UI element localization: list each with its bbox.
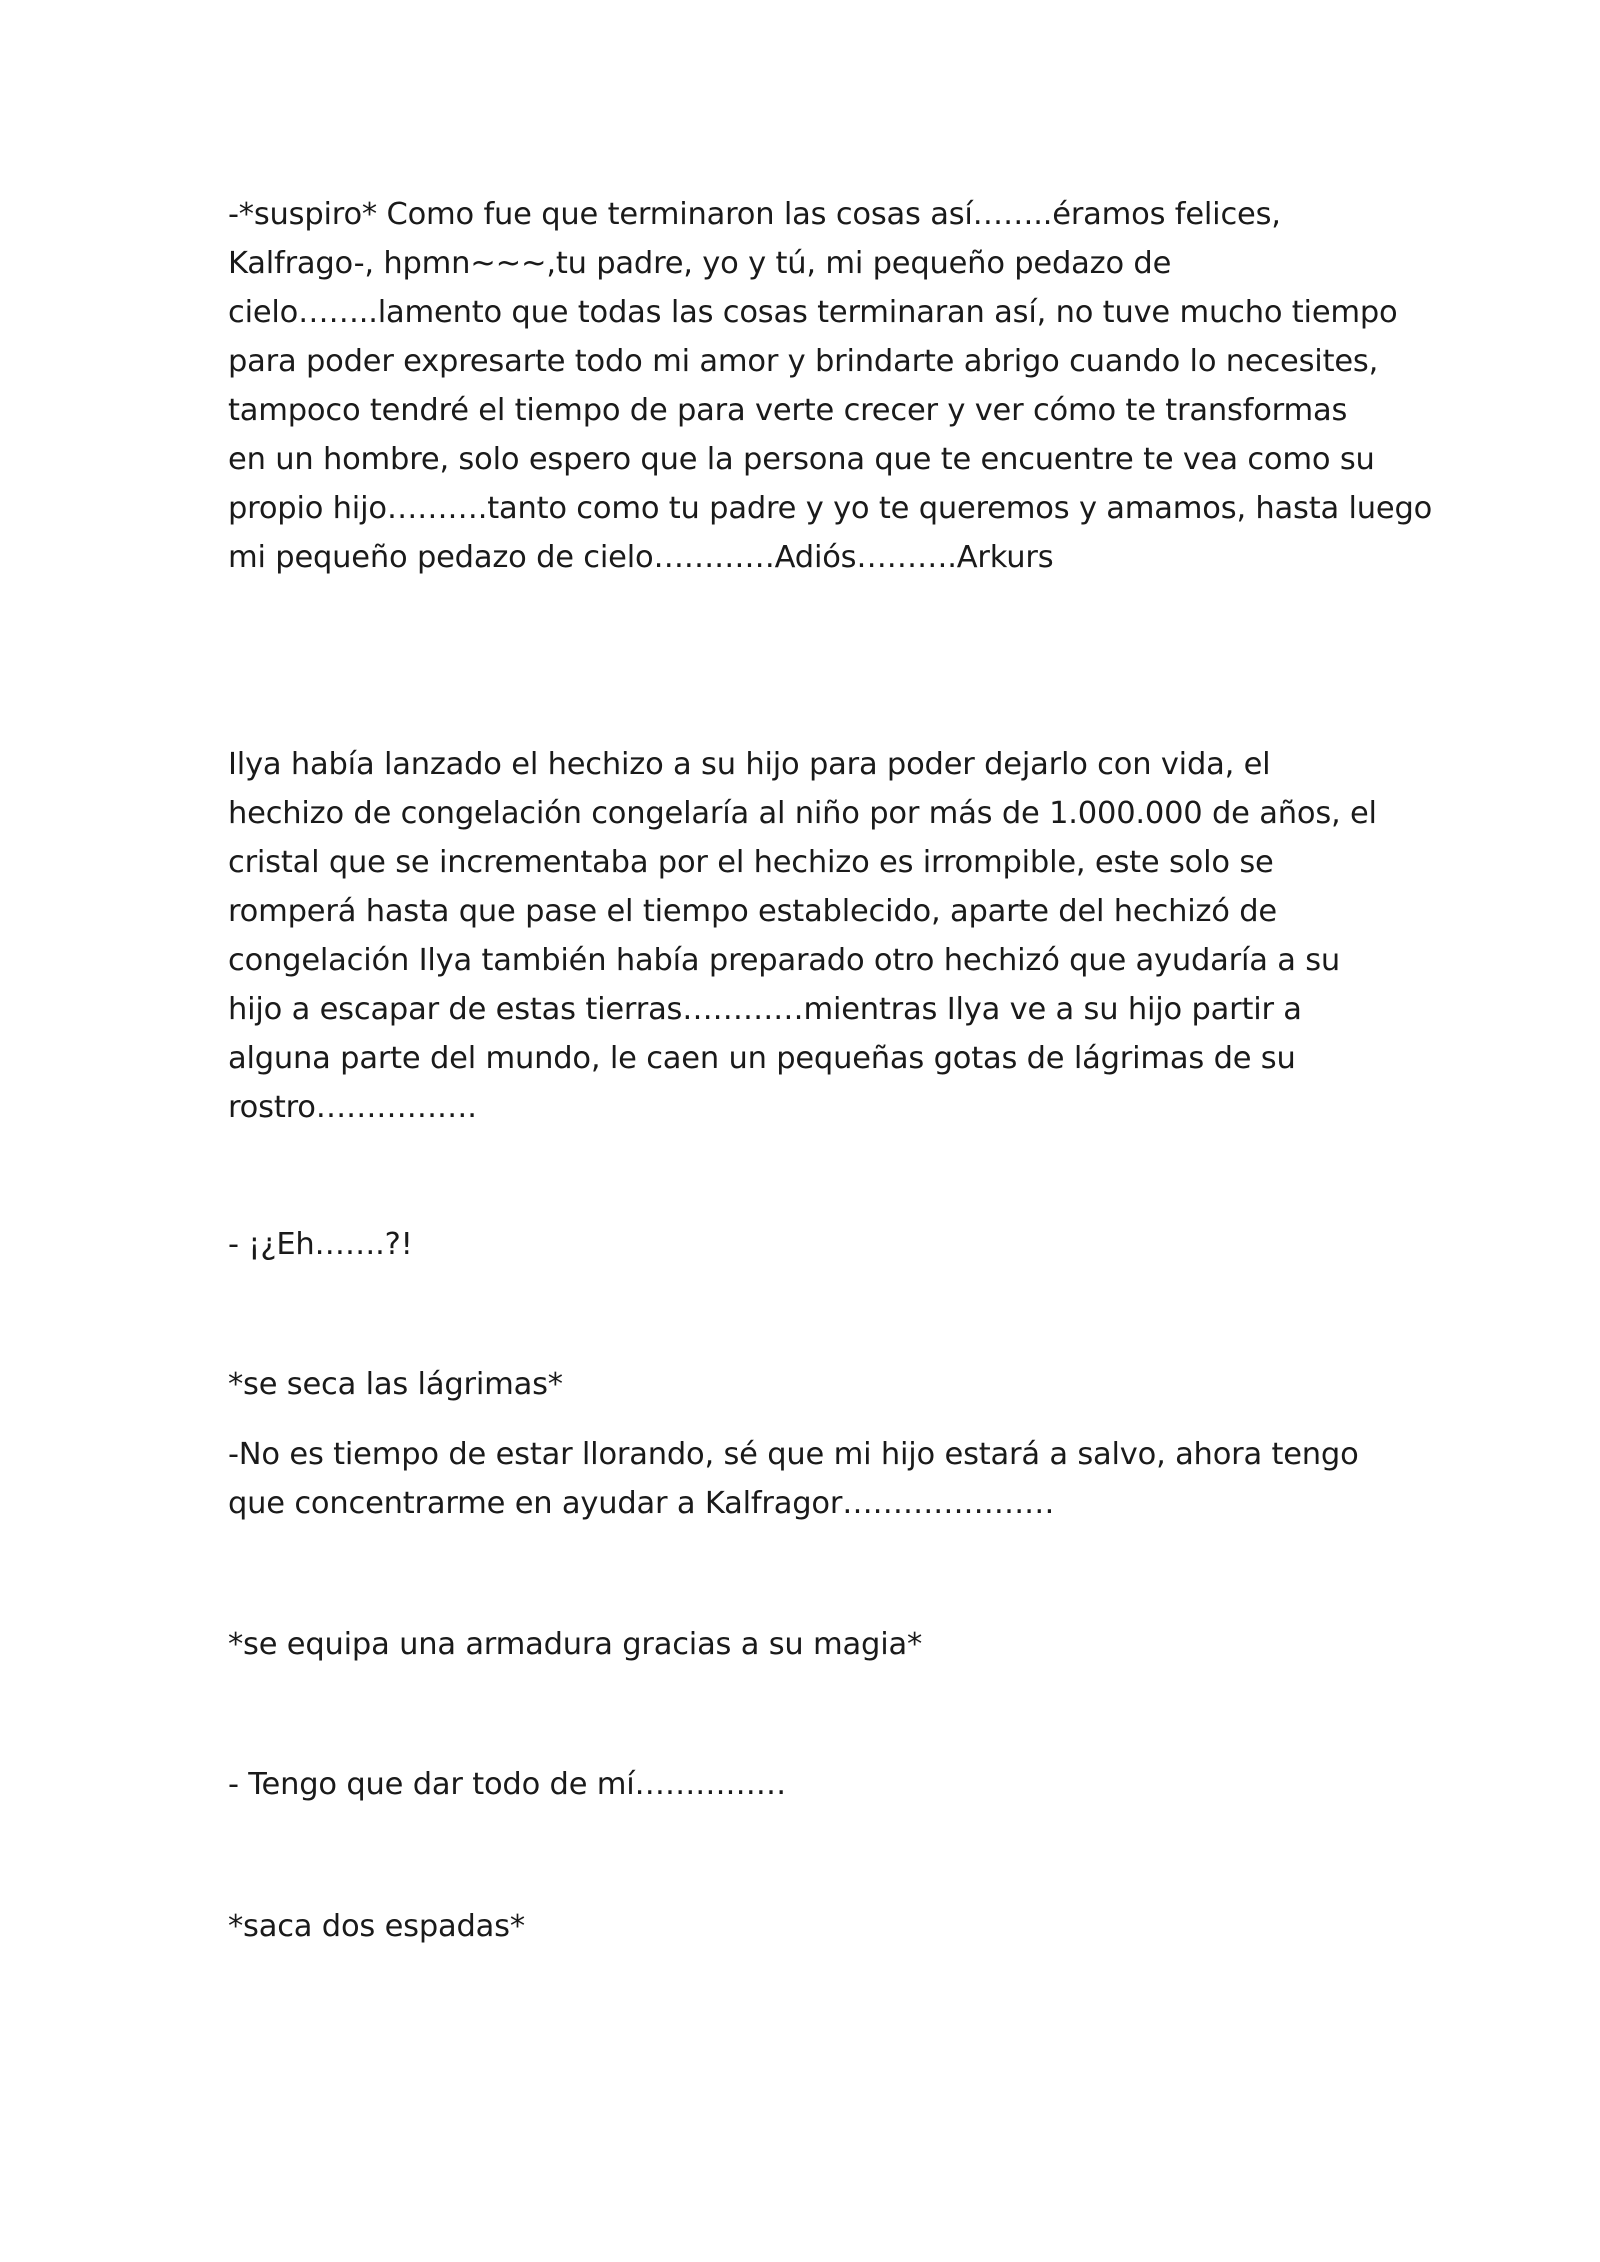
action-line — [228, 1902, 1378, 1951]
narration-paragraph — [228, 740, 1378, 1132]
text-line: romperá hasta que pase el tiempo establecido, aparte del hechizó de — [228, 894, 1277, 929]
action-line — [228, 1620, 1378, 1669]
dialogue-paragraph — [228, 1430, 1378, 1528]
text-line: hechizo de congelación congelaría al niño por más de 1.000.000 de años, el — [228, 796, 1377, 831]
text-line: *saca dos espadas* — [228, 1909, 525, 1944]
text-line: -No es tiempo de estar llorando, sé que mi hijo estará a salvo, ahora tengo — [228, 1437, 1359, 1472]
text-line: en un hombre, solo espero que la persona que te encuentre te vea como su — [228, 442, 1375, 477]
text-line: cristal que se incrementaba por el hechizo es irrompible, este solo se — [228, 845, 1274, 880]
text-line: - ¡¿Eh…….?! — [228, 1227, 413, 1262]
text-line: *se seca las lágrimas* — [228, 1367, 563, 1402]
text-line: propio hijo……….tanto como tu padre y yo te queremos y amamos, hasta luego — [228, 491, 1433, 526]
letter-paragraph — [228, 190, 1433, 582]
text-line: para poder expresarte todo mi amor y brindarte abrigo cuando lo necesites, — [228, 344, 1379, 379]
text-line: que concentrarme en ayudar a Kalfragor………………… — [228, 1486, 1055, 1521]
text-line: rostro……………. — [228, 1090, 477, 1125]
text-line: hijo a escapar de estas tierras…………mientras Ilya ve a su hijo partir a — [228, 992, 1302, 1027]
dialogue-line — [228, 1220, 1378, 1269]
action-line — [228, 1360, 1378, 1409]
text-line: congelación Ilya también había preparado otro hechizó que ayudaría a su — [228, 943, 1341, 978]
text-line: tampoco tendré el tiempo de para verte crecer y ver cómo te transformas — [228, 393, 1348, 428]
text-line: alguna parte del mundo, le caen un pequeñas gotas de lágrimas de su — [228, 1041, 1296, 1076]
text-line: Kalfrago-, hpmn~~~,tu padre, yo y tú, mi pequeño pedazo de — [228, 246, 1172, 281]
text-line: -*suspiro* Como fue que terminaron las cosas así……..éramos felices, — [228, 197, 1281, 232]
text-line: *se equipa una armadura gracias a su magia* — [228, 1627, 923, 1662]
text-line: mi pequeño pedazo de cielo…………Adiós……….Arkurs — [228, 540, 1054, 575]
dialogue-line — [228, 1760, 1378, 1809]
text-line: Ilya había lanzado el hechizo a su hijo para poder dejarlo con vida, el — [228, 747, 1271, 782]
text-line: cielo……..lamento que todas las cosas terminaran así, no tuve mucho tiempo — [228, 295, 1398, 330]
text-line: - Tengo que dar todo de mí…………… — [228, 1767, 787, 1802]
